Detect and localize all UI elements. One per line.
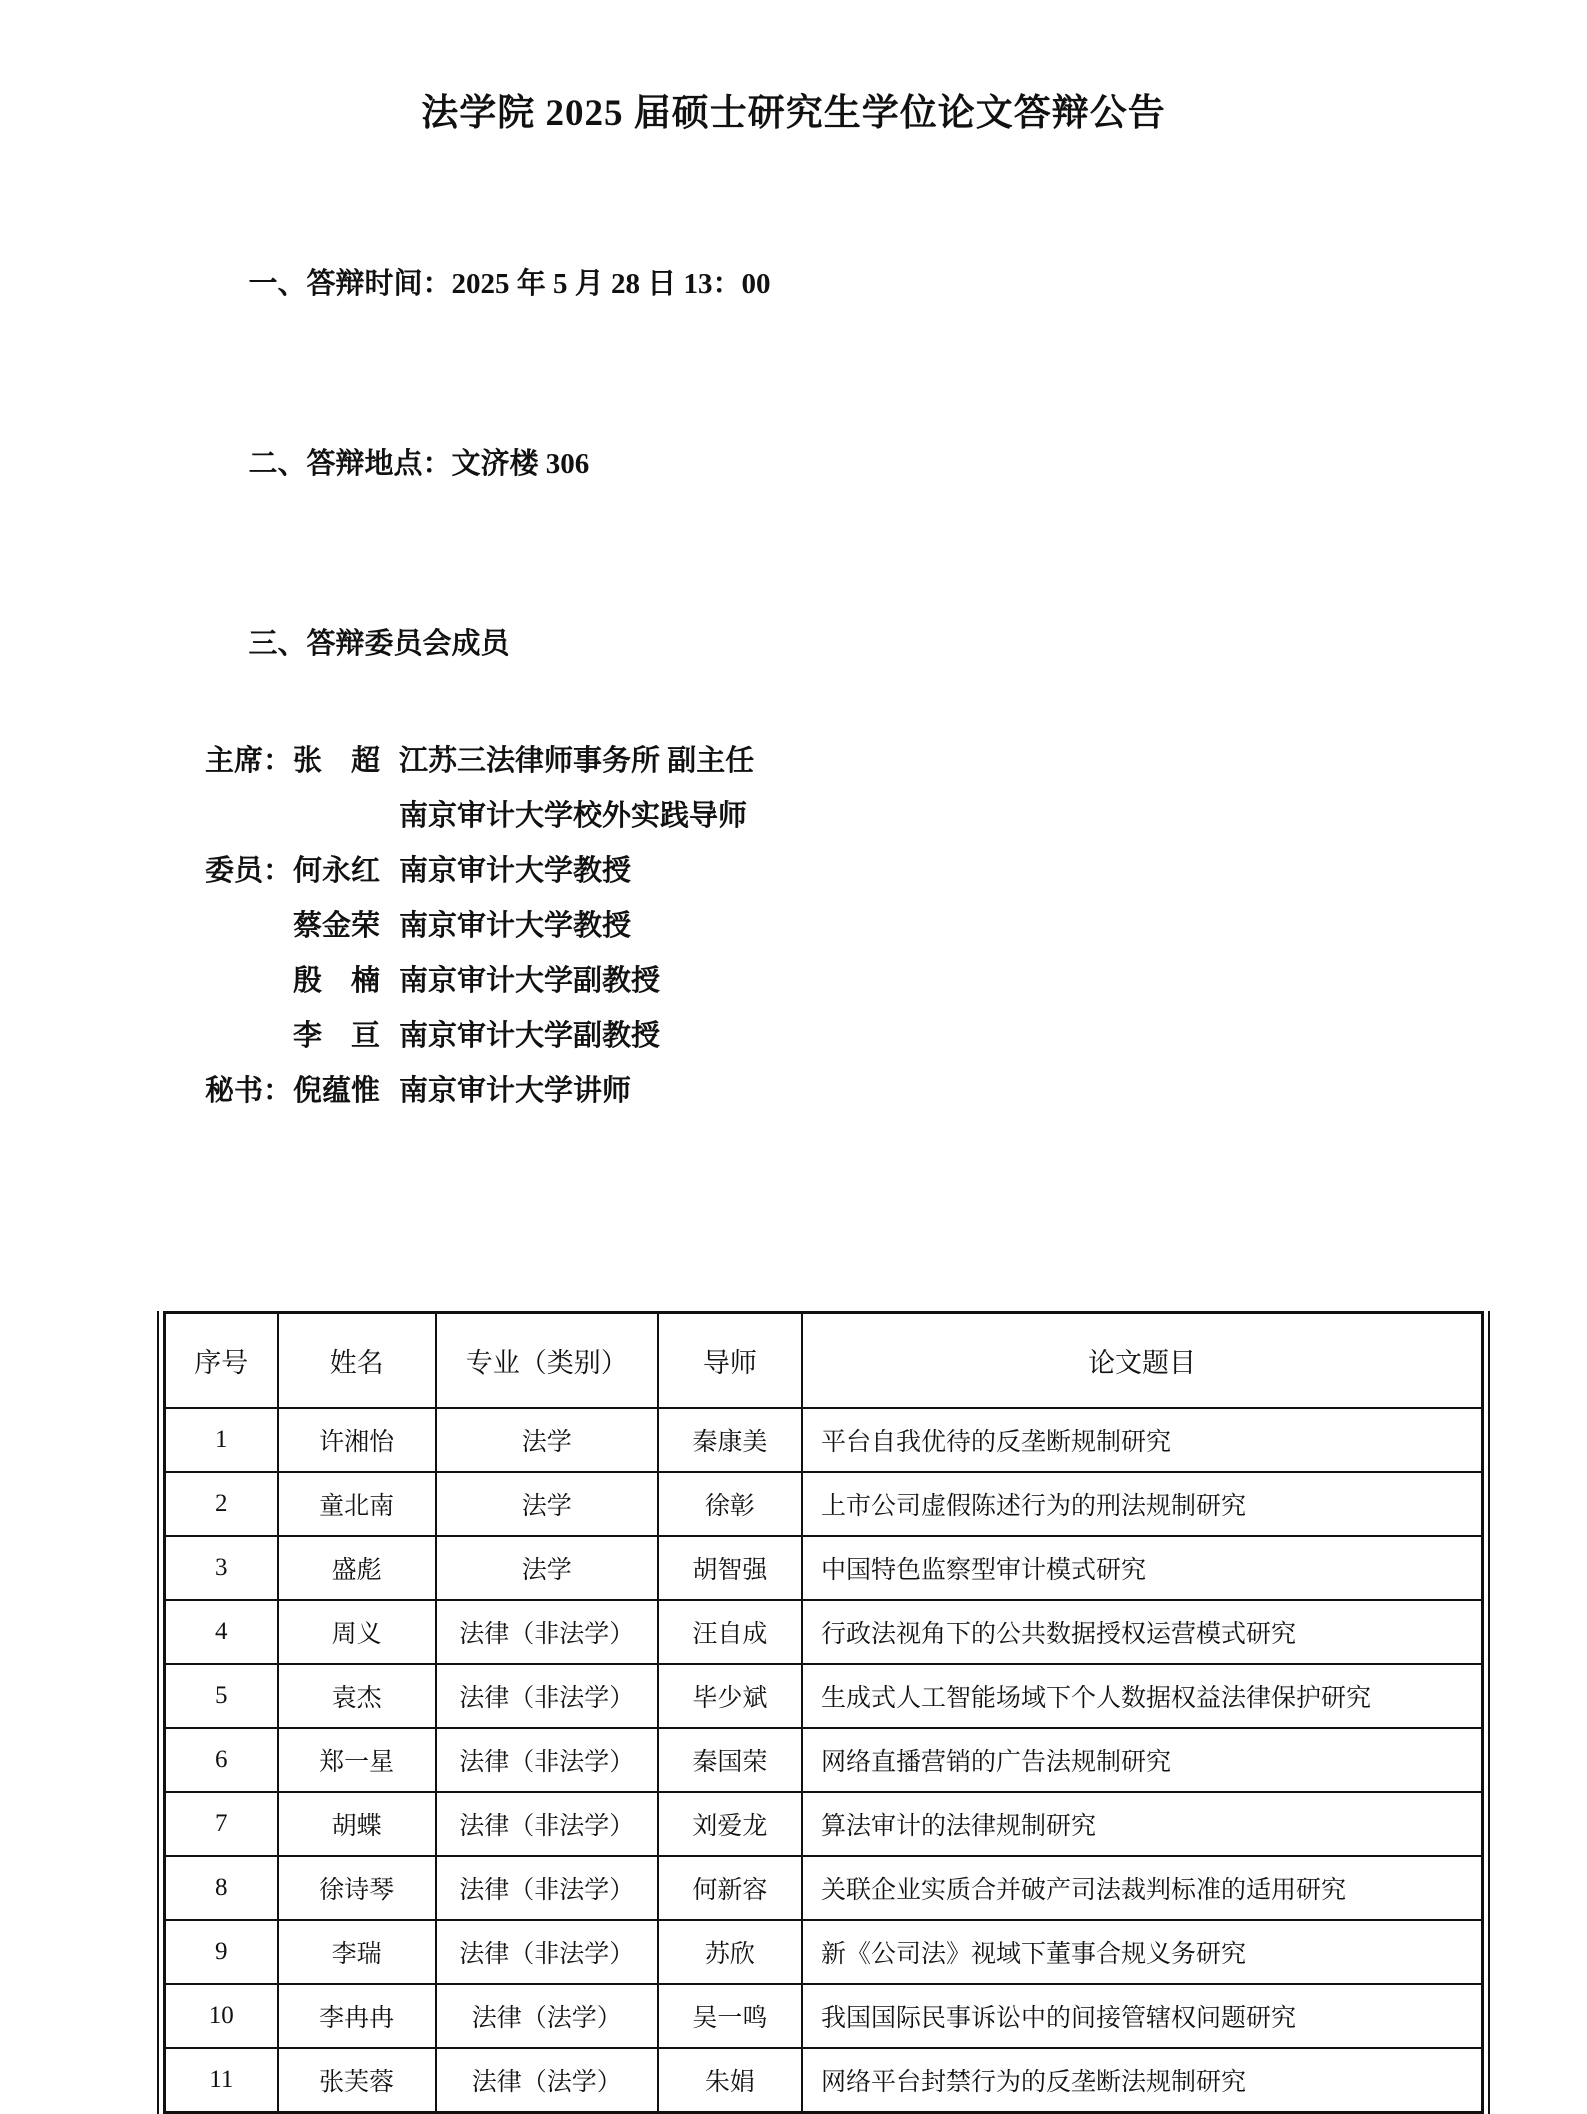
committee-role-label: 主席： <box>205 745 293 777</box>
committee-line <box>205 899 1587 954</box>
major-cell: 法律（非法学） <box>436 1792 658 1856</box>
index-cell: 2 <box>165 1472 278 1536</box>
name-cell: 袁杰 <box>278 1664 436 1728</box>
name-cell: 童北南 <box>278 1472 436 1536</box>
name-cell: 李冉冉 <box>278 1984 436 2048</box>
thesis-title-header: 论文题目 <box>802 1313 1483 1409</box>
name-cell: 郑一星 <box>278 1728 436 1792</box>
table-row <box>165 2048 1483 2113</box>
committee-member-name: 何永红 <box>293 855 381 887</box>
thesis-table-head <box>165 1313 1483 1409</box>
committee-member-affiliation: 南京审计大学校外实践导师 <box>399 800 748 832</box>
advisor-cell: 徐彰 <box>658 1472 802 1536</box>
table-header-row <box>165 1313 1483 1409</box>
thesis-table-body <box>165 1408 1483 2113</box>
advisor-cell: 吴一鸣 <box>658 1984 802 2048</box>
committee-line <box>205 734 1587 789</box>
defense-time-label: 一、答辩时间： <box>248 268 452 300</box>
index-cell: 10 <box>165 1984 278 2048</box>
defense-location-value: 文济楼 306 <box>451 448 590 480</box>
thesis-title-cell: 关联企业实质合并破产司法裁判标准的适用研究 <box>802 1856 1483 1920</box>
committee-member-name: 张 超 <box>293 745 381 777</box>
notice-section <box>205 194 1587 734</box>
thesis-title-cell: 算法审计的法律规制研究 <box>802 1792 1483 1856</box>
name-cell: 李瑞 <box>278 1920 436 1984</box>
advisor-cell: 汪自成 <box>658 1600 802 1664</box>
name-header: 姓名 <box>278 1313 436 1409</box>
committee-member-affiliation: 江苏三法律师事务所 副主任 <box>399 745 755 777</box>
index-header: 序号 <box>165 1313 278 1409</box>
thesis-table-frame <box>157 1311 1490 2114</box>
committee-member-affiliation: 南京审计大学副教授 <box>399 965 661 997</box>
thesis-title-cell: 生成式人工智能场域下个人数据权益法律保护研究 <box>802 1664 1483 1728</box>
committee-member-name: 李 亘 <box>293 1020 381 1052</box>
advisor-cell: 秦康美 <box>658 1408 802 1472</box>
committee-member-name <box>293 789 399 844</box>
major-cell: 法律（非法学） <box>436 1920 658 1984</box>
defense-location-label: 二、答辩地点： <box>248 448 452 480</box>
major-cell: 法学 <box>436 1536 658 1600</box>
index-cell: 3 <box>165 1536 278 1600</box>
thesis-table <box>163 1311 1484 2114</box>
committee-member-affiliation: 南京审计大学副教授 <box>399 1020 661 1052</box>
committee-member-name: 倪蕴惟 <box>293 1075 381 1107</box>
name-cell: 徐诗琴 <box>278 1856 436 1920</box>
committee-role-label: 委员： <box>205 855 293 887</box>
table-row <box>165 1408 1483 1472</box>
committee-line <box>205 844 1587 899</box>
table-row <box>165 1728 1483 1792</box>
index-cell: 7 <box>165 1792 278 1856</box>
major-cell: 法律（非法学） <box>436 1856 658 1920</box>
index-cell: 6 <box>165 1728 278 1792</box>
committee-member-affiliation: 南京审计大学教授 <box>399 855 632 887</box>
committee-role-label <box>205 899 293 954</box>
major-cell: 法律（非法学） <box>436 1600 658 1664</box>
major-cell: 法学 <box>436 1408 658 1472</box>
thesis-title-cell: 我国国际民事诉讼中的间接管辖权问题研究 <box>802 1984 1483 2048</box>
major-header: 专业（类别） <box>436 1313 658 1409</box>
index-cell: 5 <box>165 1664 278 1728</box>
committee-member-name: 蔡金荣 <box>293 910 381 942</box>
advisor-cell: 朱娟 <box>658 2048 802 2113</box>
committee-role-label: 秘书： <box>205 1075 293 1107</box>
thesis-title-cell: 新《公司法》视域下董事合规义务研究 <box>802 1920 1483 1984</box>
name-cell: 周义 <box>278 1600 436 1664</box>
name-cell: 许湘怡 <box>278 1408 436 1472</box>
index-cell: 4 <box>165 1600 278 1664</box>
committee-member-name: 殷 楠 <box>293 965 381 997</box>
index-cell: 11 <box>165 2048 278 2113</box>
committee-line <box>205 1064 1587 1119</box>
committee-role-label <box>205 954 293 1009</box>
committee-heading-label: 三、答辩委员会成员 <box>248 628 510 660</box>
major-cell: 法学 <box>436 1472 658 1536</box>
table-row <box>165 1536 1483 1600</box>
major-cell: 法律（非法学） <box>436 1664 658 1728</box>
thesis-title-cell: 平台自我优待的反垄断规制研究 <box>802 1408 1483 1472</box>
thesis-title-cell: 上市公司虚假陈述行为的刑法规制研究 <box>802 1472 1483 1536</box>
advisor-header: 导师 <box>658 1313 802 1409</box>
committee-member-affiliation: 南京审计大学教授 <box>399 910 632 942</box>
advisor-cell: 秦国荣 <box>658 1728 802 1792</box>
advisor-cell: 胡智强 <box>658 1536 802 1600</box>
table-row <box>165 1856 1483 1920</box>
index-cell: 8 <box>165 1856 278 1920</box>
major-cell: 法律（法学） <box>436 2048 658 2113</box>
name-cell: 胡蝶 <box>278 1792 436 1856</box>
committee-line <box>205 789 1587 844</box>
major-cell: 法律（法学） <box>436 1984 658 2048</box>
committee-line <box>205 954 1587 1009</box>
page-title: 法学院 2025 届硕士研究生学位论文答辩公告 <box>421 93 1166 134</box>
name-cell: 盛彪 <box>278 1536 436 1600</box>
advisor-cell: 刘爱龙 <box>658 1792 802 1856</box>
committee-line <box>205 1009 1587 1064</box>
index-cell: 9 <box>165 1920 278 1984</box>
advisor-cell: 苏欣 <box>658 1920 802 1984</box>
table-row <box>165 1472 1483 1536</box>
table-row <box>165 1984 1483 2048</box>
committee-member-affiliation: 南京审计大学讲师 <box>399 1075 632 1107</box>
advisor-cell: 何新容 <box>658 1856 802 1920</box>
defense-time-line <box>205 194 1587 374</box>
committee-role-label <box>205 1009 293 1064</box>
thesis-title-cell: 网络直播营销的广告法规制研究 <box>802 1728 1483 1792</box>
defense-location-line <box>205 374 1587 554</box>
thesis-title-cell: 行政法视角下的公共数据授权运营模式研究 <box>802 1600 1483 1664</box>
committee-role-label <box>205 789 293 844</box>
committee-heading-line <box>205 554 1587 734</box>
table-row <box>165 1920 1483 1984</box>
major-cell: 法律（非法学） <box>436 1728 658 1792</box>
thesis-title-cell: 网络平台封禁行为的反垄断法规制研究 <box>802 2048 1483 2113</box>
thesis-title-cell: 中国特色监察型审计模式研究 <box>802 1536 1483 1600</box>
index-cell: 1 <box>165 1408 278 1472</box>
advisor-cell: 毕少斌 <box>658 1664 802 1728</box>
defense-time-value: 2025 年 5 月 28 日 13：00 <box>451 268 771 300</box>
committee-section <box>205 734 1587 1119</box>
table-row <box>165 1600 1483 1664</box>
table-row <box>165 1792 1483 1856</box>
name-cell: 张芙蓉 <box>278 2048 436 2113</box>
table-row <box>165 1664 1483 1728</box>
